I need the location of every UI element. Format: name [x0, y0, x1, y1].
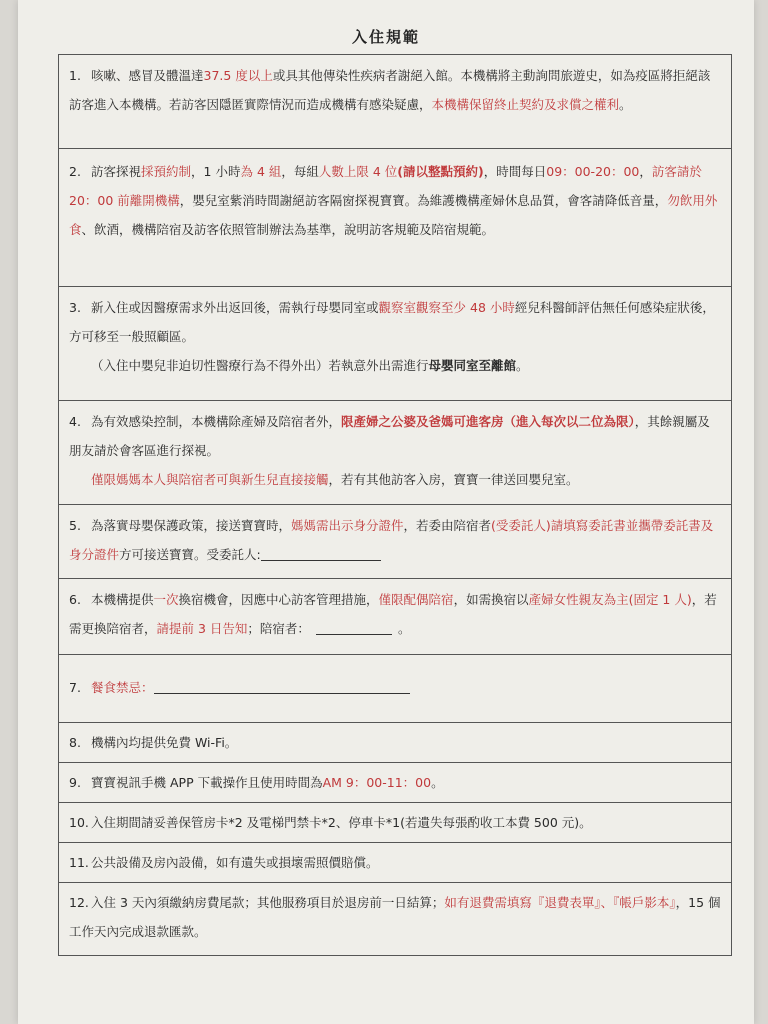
rule-text: 。 — [397, 621, 411, 636]
rule-highlight: 一次 — [153, 592, 179, 607]
rule-text: ，嬰兒室紫消時間謝絕訪客隔窗探視寶寶。為維護機構產婦休息品質，會客請降低音量， — [179, 193, 668, 208]
rule-highlight: 採預約制 — [141, 164, 192, 179]
rule-number: 11. — [69, 855, 89, 870]
rule-highlight: 僅限配偶陪宿 — [378, 592, 454, 607]
rule-8 — [58, 722, 732, 762]
rule-text: （入住中嬰兒非迫切性醫療行為不得外出）若執意外出需進行 — [91, 358, 429, 373]
rule-highlight: (請以整點預約) — [397, 164, 484, 179]
diet-restriction-blank-field[interactable] — [154, 679, 410, 694]
rule-number: 10. — [69, 815, 89, 830]
rule-9 — [58, 762, 732, 802]
rule-7 — [58, 654, 732, 722]
rule-text: ， — [639, 164, 652, 179]
rule-text: ；陪宿者： — [247, 621, 310, 636]
rule-3 — [58, 286, 732, 400]
rule-number: 7. — [69, 680, 81, 695]
rule-2 — [58, 148, 732, 286]
rule-1 — [58, 54, 732, 148]
rule-number: 3. — [69, 300, 81, 315]
delegate-blank-field[interactable] — [261, 546, 381, 561]
rule-5 — [58, 504, 732, 578]
page-title: 入住規範 — [351, 28, 420, 46]
rule-text: 為有效感染控制，本機構除產婦及陪宿者外， — [91, 414, 342, 429]
rule-10 — [58, 802, 732, 842]
rule-4 — [58, 400, 732, 504]
rule-number: 2. — [69, 164, 81, 179]
rule-highlight: 如有退費需填寫『退費表單』、『帳戶影本』 — [444, 895, 676, 910]
document-page — [18, 0, 754, 1024]
rule-highlight: 限產婦之公婆及爸媽可進客房（進入每次以二位為限） — [341, 414, 635, 429]
rule-text: 為落實母嬰保護政策，接送寶寶時， — [91, 518, 292, 533]
rule-text: 新入住或因醫療需求外出返回後，需執行母嬰同室或 — [91, 300, 379, 315]
rule-number: 5. — [69, 518, 81, 533]
rule-text: 本機構提供 — [91, 592, 154, 607]
rule-text: 經兒科醫師評估無任何感染症狀後，方可移至一般照顧區。 — [69, 300, 715, 344]
rule-text: ，時間每日 — [483, 164, 547, 179]
rule-number: 1. — [69, 68, 81, 83]
rule-highlight: 產婦女性親友為主(固定 1 人) — [528, 592, 692, 607]
rule-text: 。 — [431, 775, 444, 790]
rule-highlight: 本機構保留終止契約及求償之權利 — [431, 97, 620, 112]
rule-text: 機構內均提供免費 Wi-Fi。 — [91, 735, 238, 750]
rule-text: ，1 小時 — [191, 164, 241, 179]
rule-highlight: 訪客請於 20：00 前離開機構 — [69, 164, 702, 208]
rule-text: 。 — [516, 358, 529, 373]
rule-highlight: AM 9：00-11：00 — [322, 775, 432, 790]
rule-text: 入住 3 天內須繳納房費尾款；其他服務項目於退房前一日結算； — [91, 895, 445, 910]
rule-text: ，若委由陪宿者 — [403, 518, 492, 533]
rule-11 — [58, 842, 732, 882]
rule-6 — [58, 578, 732, 654]
rule-highlight: 為 4 組 — [240, 164, 282, 179]
rule-text: 入住期間請妥善保管房卡*2 及電梯門禁卡*2、停車卡*1(若遺失每張酌收工本費 500 元)。 — [91, 815, 592, 830]
rule-number: 6. — [69, 592, 81, 607]
rule-number: 9. — [69, 775, 81, 790]
rule-text: 寶寶視訊手機 APP 下載操作且使用時間為 — [91, 775, 323, 790]
companion-blank-field[interactable] — [316, 620, 392, 635]
rule-highlight: 媽媽需出示身分證件 — [291, 518, 404, 533]
rule-text: 訪客探視 — [91, 164, 142, 179]
rule-text: 咳嗽、感冒及體溫達 — [91, 68, 204, 83]
rule-text: ，15 個工作天內完成退款匯款。 — [69, 895, 721, 939]
rule-highlight: 請提前 3 日告知 — [156, 621, 248, 636]
rule-text: ，其餘親屬及朋友請於會客區進行探視。 — [69, 414, 710, 458]
rule-highlight: 觀察室觀察至少 48 小時 — [378, 300, 515, 315]
rule-text: ，如需換宿以 — [453, 592, 529, 607]
rule-highlight: 餐食禁忌： — [91, 680, 154, 695]
rule-text: 。 — [619, 97, 632, 112]
rule-text: 公共設備及房內設備，如有遺失或損壞需照價賠償。 — [91, 855, 379, 870]
rule-text: ，每組 — [281, 164, 319, 179]
rule-text: ，若有其他訪客入房，寶寶一律送回嬰兒室。 — [328, 472, 579, 487]
rule-text: 換宿機會，因應中心訪客管理措施， — [178, 592, 379, 607]
rule-highlight: (受委託人)請填寫委託書並攜帶委託書及身分證件 — [69, 518, 714, 562]
rule-text: 或具其他傳染性疾病者謝絕入館。本機構將主動詢問旅遊史，如為疫區將拒絕該訪客進入本機構。若訪客因隱匿實際情況而造成機構有感染疑慮， — [69, 68, 711, 112]
rule-highlight: 僅限媽媽本人與陪宿者可與新生兒直接接觸 — [91, 472, 329, 487]
rules-table — [58, 54, 732, 956]
rule-text: ，若需更換陪宿者， — [69, 592, 717, 636]
rule-12 — [58, 882, 732, 956]
rule-number: 12. — [69, 895, 89, 910]
rule-highlight: 09：00-20：00 — [546, 164, 640, 179]
rule-highlight: 勿飲用外食 — [69, 193, 718, 237]
rule-number: 8. — [69, 735, 81, 750]
rule-number: 4. — [69, 414, 81, 429]
rule-highlight: 人數上限 4 位 — [318, 164, 398, 179]
rule-text: 、飲酒，機構陪宿及訪客依照管制辦法為基準，說明訪客規範及陪宿規範。 — [81, 222, 495, 237]
rule-bold: 母嬰同室至離館 — [428, 358, 517, 373]
rule-highlight: 37.5 度以上 — [203, 68, 273, 83]
rule-text: 方可接送寶寶。受委託人: — [119, 547, 261, 562]
